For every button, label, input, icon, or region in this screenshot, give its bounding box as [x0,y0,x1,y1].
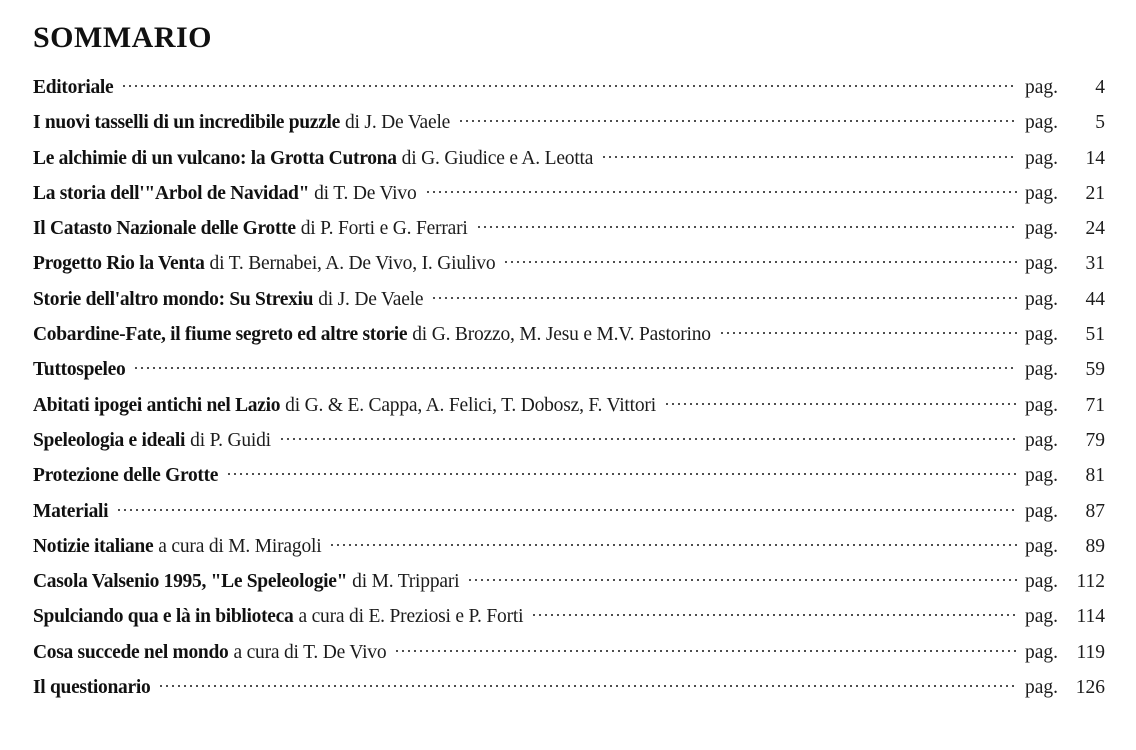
toc-entry-author: di G. Giudice e A. Leotta [401,147,594,169]
page-number: 119 [1076,641,1105,663]
page-abbreviation: pag. [1025,218,1059,240]
page-abbreviation: pag. [1025,147,1059,169]
toc-entry-author: di J. De Vaele [318,288,424,310]
dot-leader [601,149,1017,159]
toc-entry-title: Materiali [33,500,109,522]
dot-leader [664,396,1017,406]
toc-entry-author: a cura di M. Miragoli [158,535,322,557]
toc-entry-title: Le alchimie di un vulcano: la Grotta Cutrona [33,147,397,169]
toc-entry[interactable] [33,246,1105,281]
page-number: 79 [1085,429,1105,451]
dot-leader [425,184,1017,194]
page-abbreviation: pag. [1025,500,1059,522]
toc-entry-author: di T. De Vivo [314,182,417,204]
toc-entry-author: di P. Forti e G. Ferrari [300,218,468,240]
dot-leader [394,643,1017,653]
table-of-contents [33,70,1105,705]
page-number: 114 [1076,606,1105,628]
page-title: SOMMARIO [33,21,212,54]
dot-leader [531,607,1017,617]
page-number: 4 [1095,77,1105,98]
toc-entry-title: Il questionario [33,677,151,699]
toc-entry-title: Speleologia e ideali [33,429,186,451]
toc-entry-title: La storia dell'"Arbol de Navidad" [33,182,310,204]
toc-entry-title: Protezione delle Grotte [33,465,219,487]
toc-entry[interactable] [33,423,1105,458]
toc-entry-title: Cobardine-Fate, il fiume segreto ed altre storie [33,324,408,346]
dot-leader [476,219,1017,229]
toc-entry-title: Il Catasto Nazionale delle Grotte [33,218,296,240]
toc-entry-title: Editoriale [33,77,114,98]
page-abbreviation: pag. [1025,677,1059,699]
page-abbreviation: pag. [1025,571,1059,593]
dot-leader [458,113,1017,123]
page-number: 14 [1085,147,1105,169]
page-number: 24 [1085,218,1105,240]
page-abbreviation: pag. [1025,535,1059,557]
page-number: 51 [1085,324,1105,346]
dot-leader [133,360,1017,370]
toc-entry-author: a cura di E. Preziosi e P. Forti [298,606,524,628]
toc-entry[interactable] [33,635,1105,670]
dot-leader [467,572,1017,582]
page-abbreviation: pag. [1025,606,1059,628]
toc-entry[interactable] [33,282,1105,317]
page-number: 44 [1085,288,1105,310]
page-number: 71 [1085,394,1105,416]
toc-entry[interactable] [33,564,1105,599]
toc-entry-author: di T. Bernabei, A. De Vivo, I. Giulivo [209,253,496,275]
toc-entry-author: a cura di T. De Vivo [233,641,387,663]
toc-entry-title: Notizie italiane [33,535,154,557]
page-number: 5 [1095,112,1105,134]
toc-entry-title: Storie dell'altro mondo: Su Strexiu [33,288,314,310]
dot-leader [116,502,1017,512]
page-abbreviation: pag. [1025,324,1059,346]
toc-entry[interactable] [33,494,1105,529]
toc-entry-author: di M. Trippari [352,571,460,593]
page-abbreviation: pag. [1025,394,1059,416]
dot-leader [719,325,1017,335]
page-number: 31 [1085,253,1105,275]
dot-leader [431,290,1017,300]
page-number: 126 [1075,677,1105,699]
toc-entry-title: Casola Valsenio 1995, "Le Speleologie" [33,571,348,593]
toc-entry-title: Spulciando qua e là in biblioteca [33,606,294,628]
toc-entry-title: Cosa succede nel mondo [33,641,229,663]
page-abbreviation: pag. [1025,429,1059,451]
toc-entry[interactable] [33,105,1105,140]
toc-entry-title: Progetto Rio la Venta [33,253,205,275]
page-abbreviation: pag. [1025,253,1059,275]
toc-entry-title: Tuttospeleo [33,359,126,381]
dot-leader [226,466,1017,476]
page-abbreviation: pag. [1025,359,1059,381]
dot-leader [503,254,1017,264]
toc-entry-author: di J. De Vaele [344,112,451,134]
page-number: 59 [1085,359,1105,381]
toc-entry[interactable] [33,529,1105,564]
toc-entry-author: di G. Brozzo, M. Jesu e M.V. Pastorino [412,324,711,346]
toc-entry-title: Abitati ipogei antichi nel Lazio [33,394,281,416]
page-abbreviation: pag. [1025,465,1059,487]
toc-entry[interactable] [33,211,1105,246]
page-abbreviation: pag. [1025,77,1059,98]
toc-entry[interactable] [33,352,1105,387]
toc-entry[interactable] [33,141,1105,176]
toc-entry-author: di G. & E. Cappa, A. Felici, T. Dobosz, F. Vittori [285,394,656,416]
page-number: 21 [1085,182,1105,204]
dot-leader [158,678,1017,688]
page-abbreviation: pag. [1025,112,1059,134]
toc-entry[interactable] [33,599,1105,634]
dot-leader [121,78,1017,88]
dot-leader [279,431,1017,441]
toc-entry[interactable] [33,317,1105,352]
page-number: 87 [1085,500,1105,522]
page-abbreviation: pag. [1025,641,1059,663]
toc-entry[interactable] [33,458,1105,493]
toc-entry-title: I nuovi tasselli di un incredibile puzzle [33,112,340,134]
page-abbreviation: pag. [1025,288,1059,310]
toc-entry[interactable] [33,670,1105,705]
dot-leader [329,537,1017,547]
page-number: 89 [1085,535,1105,557]
toc-entry-author: di P. Guidi [190,429,271,451]
toc-entry[interactable] [33,176,1105,211]
page-number: 112 [1076,571,1105,593]
page-number: 81 [1085,465,1105,487]
toc-entry[interactable] [33,388,1105,423]
page-abbreviation: pag. [1025,182,1059,204]
toc-entry[interactable] [33,70,1105,105]
